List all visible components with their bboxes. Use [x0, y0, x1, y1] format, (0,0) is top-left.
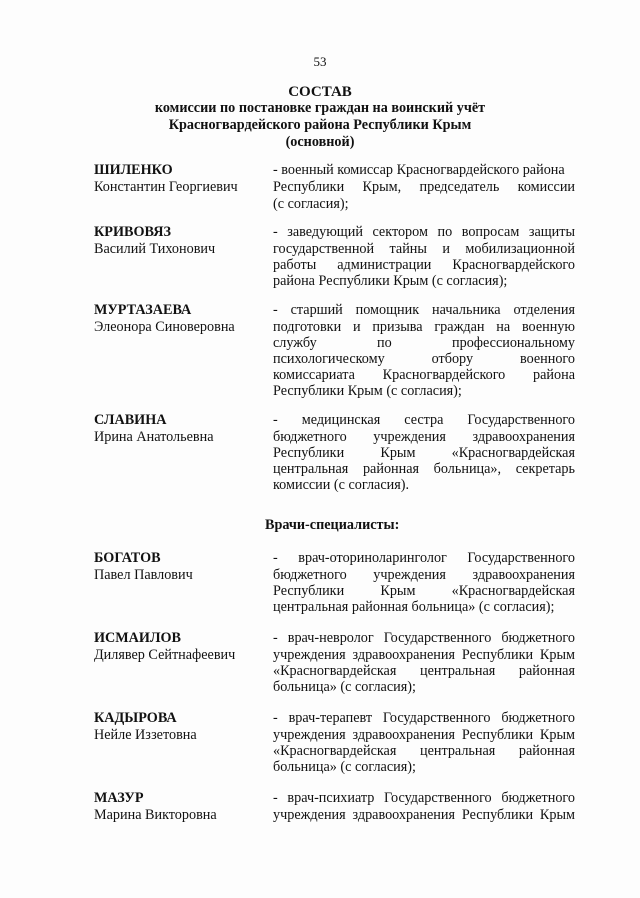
specialist-surname: МАЗУР — [94, 790, 144, 806]
specialist-surname: КАДЫРОВА — [94, 710, 177, 726]
member-surname: ШИЛЕНКО — [94, 162, 173, 178]
specialist-given-names: Дилявер Сейтнафеевич — [94, 647, 236, 663]
member-role-line: - военный комиссар Красногвардейского района — [273, 162, 565, 178]
member-role-line: (с согласия); — [273, 196, 349, 212]
member-role-line: комиссариата Красногвардейского района — [273, 367, 575, 383]
specialist-given-names: Павел Павлович — [94, 567, 193, 583]
member-role-line: - старший помощник начальника отделения — [273, 302, 575, 318]
title-line-1: комиссии по постановке граждан на воинский учёт — [154, 100, 486, 116]
member-given-names: Василий Тихонович — [94, 241, 216, 257]
member-role-line: государственной тайны и мобилизационной — [273, 241, 575, 257]
member-role-line: Республики Крым «Красногвардейская — [273, 445, 575, 461]
specialist-role-line: «Красногвардейская центральная районная — [273, 663, 575, 679]
specialist-given-names: Нейле Иззетовна — [94, 727, 197, 743]
specialist-surname: БОГАТОВ — [94, 550, 161, 566]
member-given-names: Ирина Анатольевна — [94, 429, 214, 445]
member-role-line: - медицинская сестра Государственного — [273, 412, 575, 428]
specialist-role-line: учреждения здравоохранения Республики Крым — [273, 807, 575, 823]
member-role-line: Республики Крым, председатель комиссии — [273, 179, 575, 195]
title-line-2: Красногвардейского района Республики Крым — [168, 117, 472, 133]
specialist-role-line: - врач-оториноларинголог Государственного — [273, 550, 575, 566]
member-surname: КРИВОВЯЗ — [94, 224, 171, 240]
specialist-role-line: - врач-терапевт Государственного бюджетного — [273, 710, 575, 726]
specialist-role-line: - врач-психиатр Государственного бюджетного — [273, 790, 575, 806]
member-role-line: бюджетного учреждения здравоохранения — [273, 429, 575, 445]
member-role-line: работы администрации Красногвардейского — [273, 257, 575, 273]
page-title: СОСТАВ — [288, 84, 352, 100]
specialist-role-line: центральная районная больница» (с согласия); — [273, 599, 555, 615]
member-given-names: Элеонора Синоверовна — [94, 319, 235, 335]
member-role-line: службу по профессиональному — [273, 335, 575, 351]
specialist-role-line: учреждения здравоохранения Республики Крым — [273, 727, 575, 743]
specialist-role-line: больница» (с согласия); — [273, 679, 416, 695]
specialist-given-names: Марина Викторовна — [94, 807, 217, 823]
specialist-role-line: больница» (с согласия); — [273, 759, 416, 775]
member-surname: СЛАВИНА — [94, 412, 167, 428]
title-line-3: (основной) — [285, 134, 355, 150]
specialist-surname: ИСМАИЛОВ — [94, 630, 182, 646]
member-role-line: подготовки и призыва граждан на военную — [273, 319, 575, 335]
section-heading: Врачи-специалисты: — [265, 517, 400, 533]
member-role-line: Республики Крым (с согласия); — [273, 383, 462, 399]
specialist-role-line: «Красногвардейская центральная районная — [273, 743, 575, 759]
specialist-role-line: учреждения здравоохранения Республики Крым — [273, 647, 575, 663]
member-role-line: - заведующий сектором по вопросам защиты — [273, 224, 575, 240]
member-role-line: психологическому отбору военного — [273, 351, 575, 367]
member-role-line: комиссии (с согласия). — [273, 477, 410, 493]
page-number: 53 — [313, 54, 327, 69]
member-role-line: района Республики Крым (с согласия); — [273, 273, 508, 289]
specialist-role-line: - врач-невролог Государственного бюджетного — [273, 630, 575, 646]
member-role-line: центральная районная больница», секретарь — [273, 461, 575, 477]
member-given-names: Константин Георгиевич — [94, 179, 238, 195]
specialist-role-line: Республики Крым «Красногвардейская — [273, 583, 575, 599]
member-surname: МУРТАЗАЕВА — [94, 302, 192, 318]
specialist-role-line: бюджетного учреждения здравоохранения — [273, 567, 575, 583]
